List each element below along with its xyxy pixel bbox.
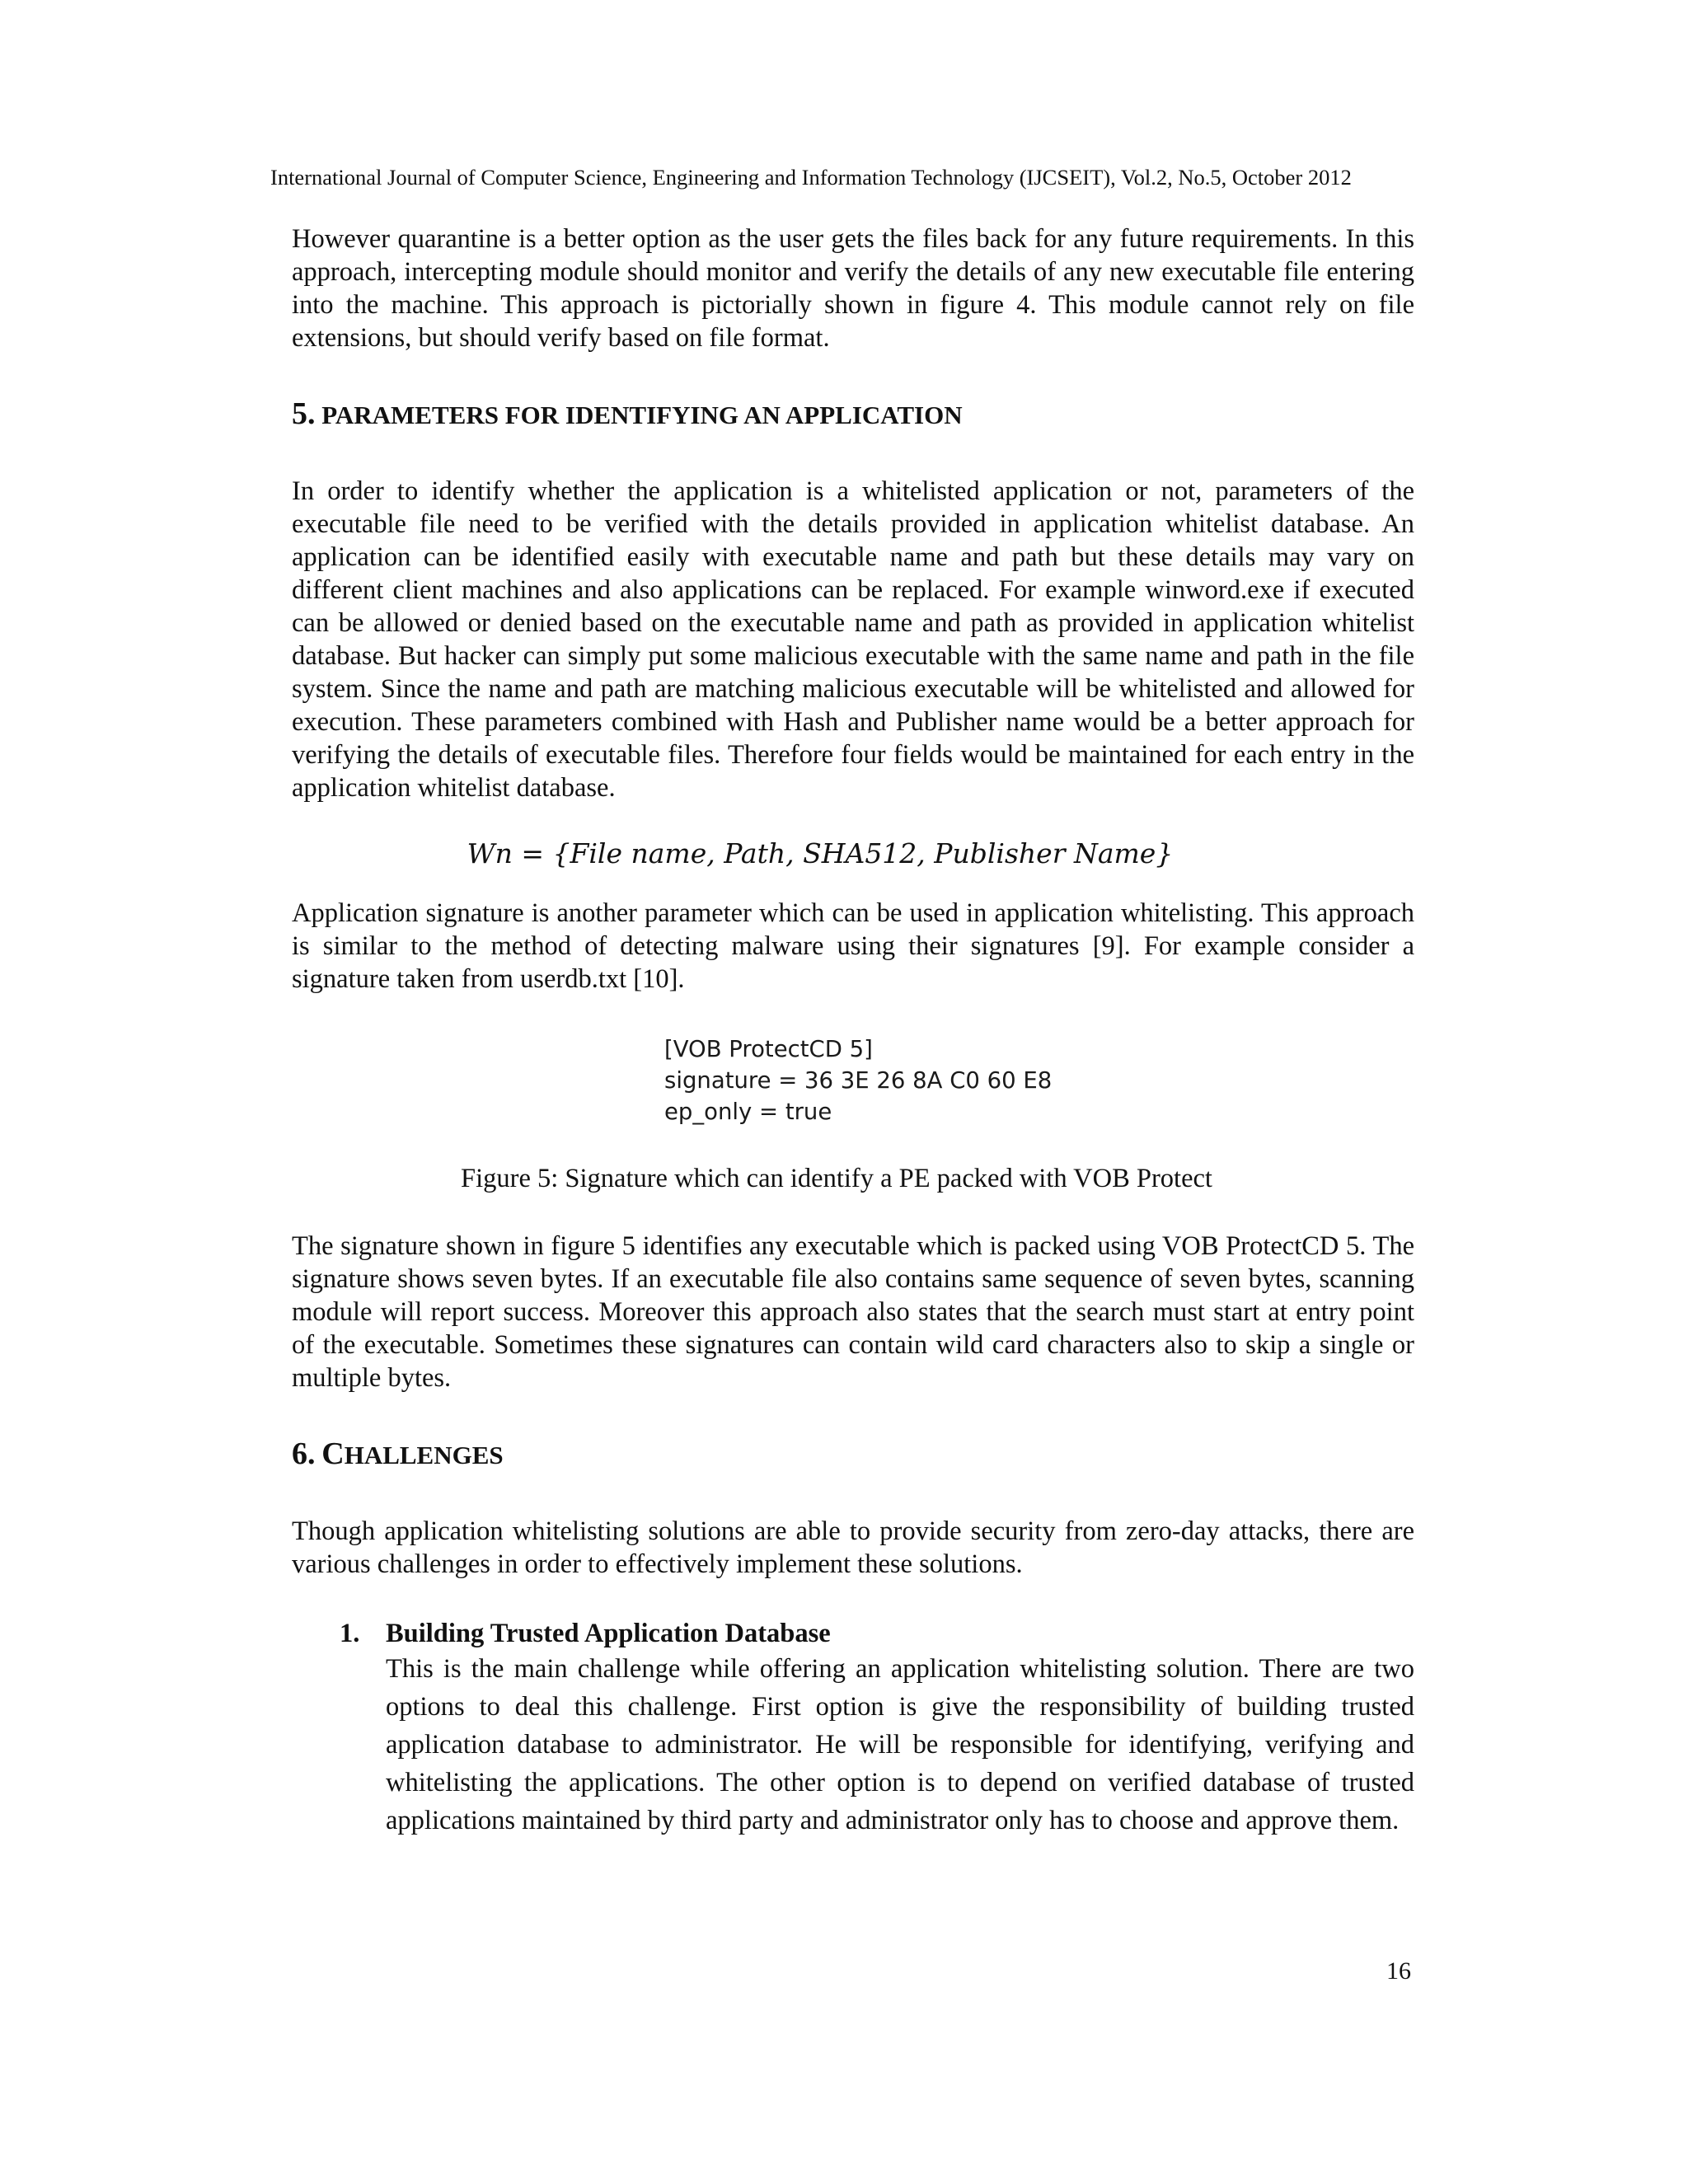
section-6-number: 6. (292, 1436, 316, 1471)
list-item-title: Building Trusted Application Database (386, 1619, 831, 1648)
section-6-title-first: C (321, 1436, 345, 1471)
section-6-heading (292, 1437, 1414, 1472)
signature-figure (664, 1033, 1414, 1127)
section-5-number: 5. (292, 396, 316, 431)
section-6-title-rest: HALLENGES (344, 1441, 504, 1469)
section-5-heading (292, 397, 1414, 432)
list-item (340, 1617, 1414, 1840)
section-6-paragraph-1: Though application whitelisting solutions are able to provide security from zero-day attacks, there are various challenges in order to effectively implement these solutions. (292, 1516, 1414, 1579)
section-5-paragraph-1: In order to identify whether the application is a whitelisted application or not, parameters of the executable file need to be verified with the details provided in application whitelist database. An application can be identified easily with executable name and path but these details may vary on different client machines and also applications can be replaced. For example winword.exe if executed can be allowed or denied based on the executable name and path as provided in application whitelist database. But hacker can simply put some malicious executable with the same name and path in the file system. Since the name and path are matching malicious executable will be whitelisted and allowed for execution. These parameters combined with Hash and Publisher name would be a better approach for verifying the details of executable files. Therefore four fields would be maintained for each entry in the application whitelist database. (292, 476, 1414, 803)
section-5-title: PARAMETERS FOR IDENTIFYING AN APPLICATION (321, 401, 963, 429)
whitelist-formula: Wn = {File name, Path, SHA512, Publisher Name} (467, 837, 1174, 869)
list-item-body: This is the main challenge while offering an application whitelisting solution. There are two options to deal this challenge. First option is give the responsibility of building trusted application database to administrator. He will be responsible for identifying, verifying and whitelisting the applications. The other option is to depend on verified database of trusted applications maintained by third party and administrator only has to choose and approve them. (386, 1654, 1414, 1835)
list-item-heading (340, 1617, 1414, 1650)
figure-5-caption: Figure 5: Signature which can identify a PE packed with VOB Protect (461, 1164, 1212, 1193)
challenges-list (292, 1617, 1414, 1840)
signature-line: [VOB ProtectCD 5] (664, 1036, 873, 1062)
intro-paragraph: However quarantine is a better option as the user gets the files back for any future requirements. In this approach, intercepting module should monitor and verify the details of any new executable file entering into the machine. This approach is pictorially shown in figure 4. This module cannot rely on file extensions, but should verify based on file format. (292, 224, 1414, 353)
page-number: 16 (1386, 1957, 1411, 1985)
list-item-number: 1. (340, 1619, 360, 1648)
signature-line: signature = 36 3E 26 8A C0 60 E8 (664, 1067, 1053, 1094)
section-5-paragraph-3: The signature shown in figure 5 identifies any executable which is packed using VOB ProtectCD 5. The signature shows seven bytes. If an executable file also contains same sequence of seven bytes, scanning module will report success. Moreover this approach also states that the search must start at entry point of the executable. Sometimes these signatures can contain wild card characters also to skip a single or multiple bytes. (292, 1231, 1414, 1393)
signature-line: ep_only = true (664, 1099, 832, 1125)
running-header: International Journal of Computer Science, Engineering and Information Technology (IJCSEIT), Vol.2, No.5, October 2012 (270, 165, 1352, 190)
section-5-paragraph-2: Application signature is another parameter which can be used in application whitelisting. This approach is similar to the method of detecting malware using their signatures [9]. For example consider a signature taken from userdb.txt [10]. (292, 898, 1414, 994)
page-body (292, 223, 1414, 1840)
